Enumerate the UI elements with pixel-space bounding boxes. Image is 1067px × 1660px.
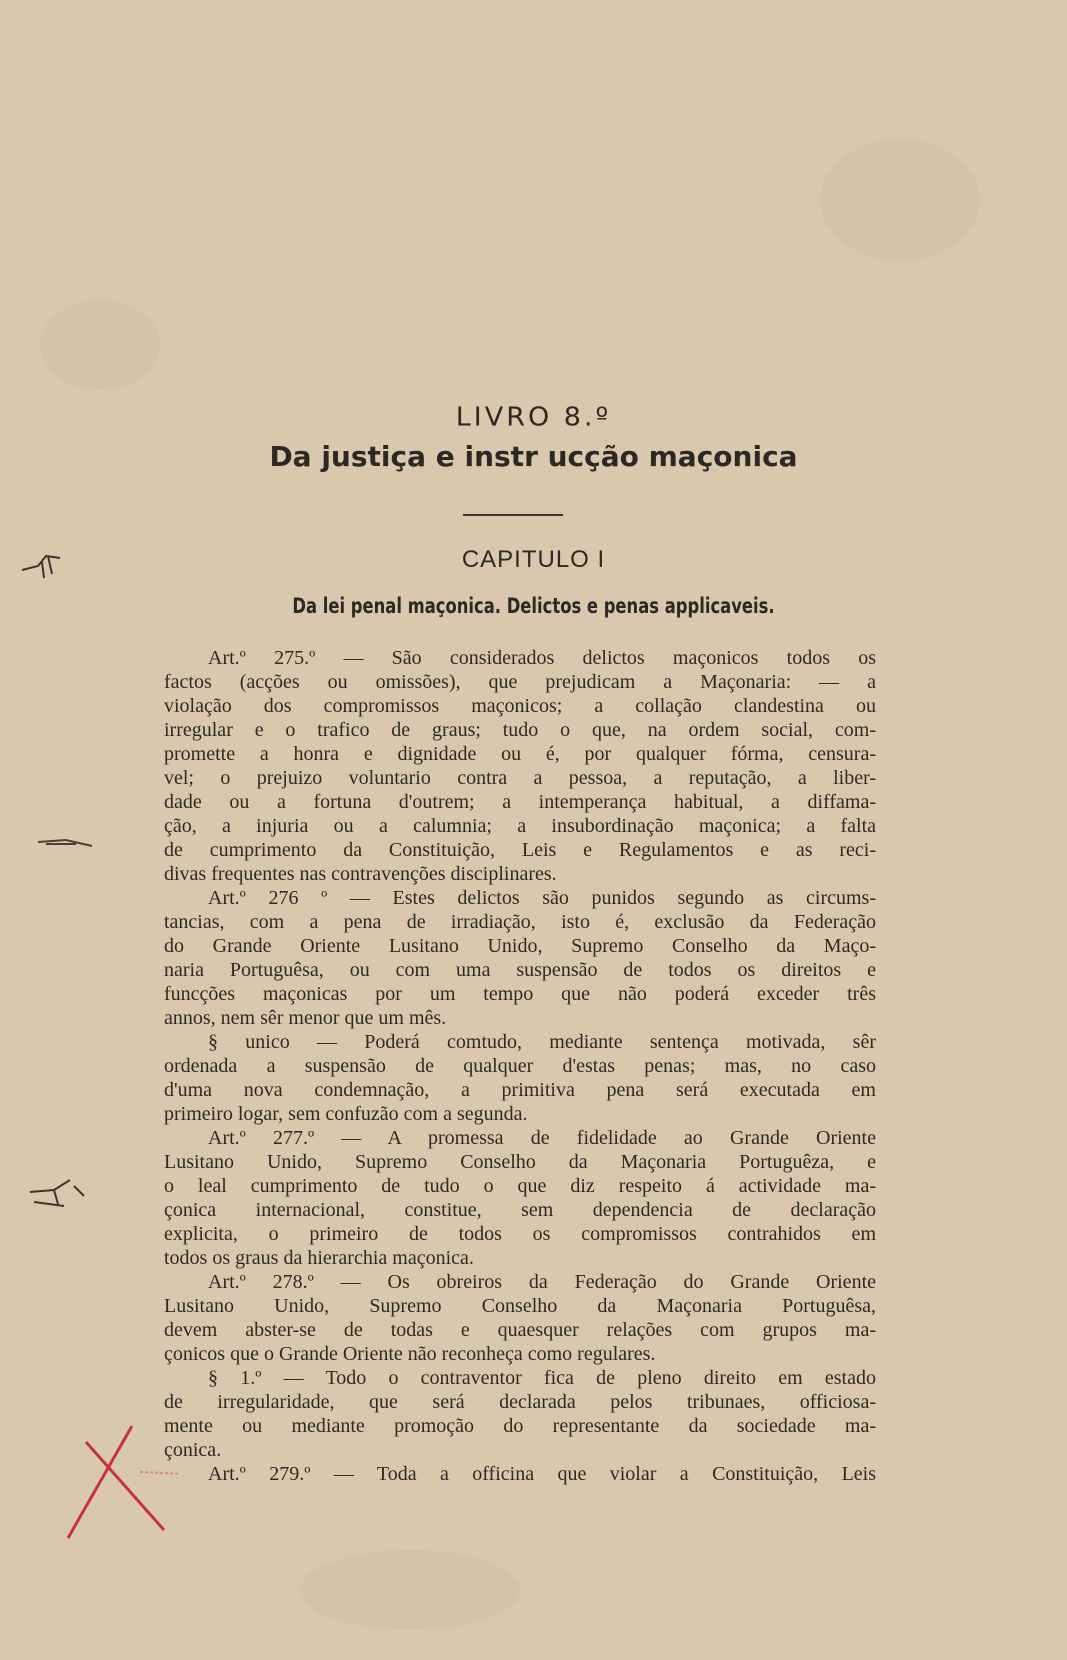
- text-line: vel; o prejuizo voluntario contra a pessoa, a reputação, a liber-: [164, 767, 876, 789]
- book-title-heading: Da justiça e instr ucção maçonica: [269, 440, 798, 473]
- text-line: annos, nem sêr menor que um mês.: [164, 1007, 447, 1029]
- text-line: irregular e o trafico de graus; tudo o que, na ordem social, com-: [164, 719, 876, 741]
- text-line: funcções maçonicas por um tempo que não poderá exceder três: [164, 983, 876, 1005]
- text-line: dade ou a fortuna d'outrem; a intemperança habitual, a diffama-: [164, 791, 876, 813]
- text-line: tancias, com a pena de irradiação, isto é, exclusão da Federação: [164, 911, 876, 933]
- text-line: çonica internacional, constitue, sem dependencia de declaração: [164, 1199, 876, 1221]
- margin-scribble-icon: [24, 1170, 94, 1220]
- text-line: Art.º 278.º — Os obreiros da Federação do Grande Oriente: [208, 1271, 876, 1293]
- chapter-subtitle: Da lei penal maçonica. Delictos e penas applicaveis.: [292, 594, 775, 618]
- text-line: ordenada a suspensão de qualquer d'estas penas; mas, no caso: [164, 1055, 876, 1077]
- text-line: ção, a injuria ou a calumnia; a insubordinação maçonica; a falta: [164, 815, 876, 837]
- margin-scribble-icon: [18, 548, 68, 588]
- text-line: Art.º 279.º — Toda a officina que violar a Constituição, Leis: [208, 1463, 876, 1485]
- text-line: todos os graus da hierarchia maçonica.: [164, 1247, 474, 1269]
- text-line: Art.º 276 º — Estes delictos são punidos segundo as circums-: [208, 887, 876, 909]
- section-divider: [463, 514, 563, 516]
- paper-stain: [40, 300, 160, 390]
- text-line: çonicos que o Grande Oriente não reconheça como regulares.: [164, 1343, 656, 1365]
- text-line: primeiro logar, sem confuzão com a segunda.: [164, 1103, 528, 1125]
- paper-stain: [820, 140, 980, 260]
- chapter-heading: CAPITULO I: [461, 546, 606, 573]
- margin-scribble-icon: [36, 832, 96, 852]
- text-line: naria Portuguêsa, ou com uma suspensão de todos os direitos e: [164, 959, 876, 981]
- text-line: § 1.º — Todo o contraventor fica de pleno direito em estado: [208, 1367, 876, 1389]
- text-line: factos (acções ou omissões), que prejudicam a Maçonaria: — a: [164, 671, 876, 693]
- text-line: Lusitano Unido, Supremo Conselho da Maçonaria Portuguêsa,: [164, 1295, 876, 1317]
- text-line: § unico — Poderá comtudo, mediante sentença motivada, sêr: [208, 1031, 876, 1053]
- text-line: Lusitano Unido, Supremo Conselho da Maçonaria Portuguêza, e: [164, 1151, 876, 1173]
- text-line: devem abster-se de todas e quaesquer relações com grupos ma-: [164, 1319, 876, 1341]
- text-line: divas frequentes nas contravenções disciplinares.: [164, 863, 557, 885]
- paper-stain: [300, 1550, 520, 1630]
- text-line: d'uma nova condemnação, a primitiva pena será executada em: [164, 1079, 876, 1101]
- red-x-mark-icon: [60, 1420, 180, 1540]
- text-line: de irregularidade, que será declarada pelos tribunaes, officiosa-: [164, 1391, 876, 1413]
- text-line: çonica.: [164, 1439, 222, 1461]
- text-line: Art.º 275.º — São considerados delictos maçonicos todos os: [208, 647, 876, 669]
- text-line: de cumprimento da Constituição, Leis e Regulamentos e as reci-: [164, 839, 876, 861]
- text-line: mente ou mediante promoção do representante da sociedade ma-: [164, 1415, 876, 1437]
- text-line: Art.º 277.º — A promessa de fidelidade ao Grande Oriente: [208, 1127, 876, 1149]
- text-line: do Grande Oriente Lusitano Unido, Supremo Conselho da Maço-: [164, 935, 876, 957]
- text-line: violação dos compromissos maçonicos; a collação clandestina ou: [164, 695, 876, 717]
- text-line: promette a honra e dignidade ou é, por qualquer fórma, censura-: [164, 743, 876, 765]
- book-number-heading: LIVRO 8.º: [455, 402, 612, 433]
- text-line: o leal cumprimento de tudo o que diz respeito á actividade ma-: [164, 1175, 876, 1197]
- text-line: explicita, o primeiro de todos os compromissos contrahidos em: [164, 1223, 876, 1245]
